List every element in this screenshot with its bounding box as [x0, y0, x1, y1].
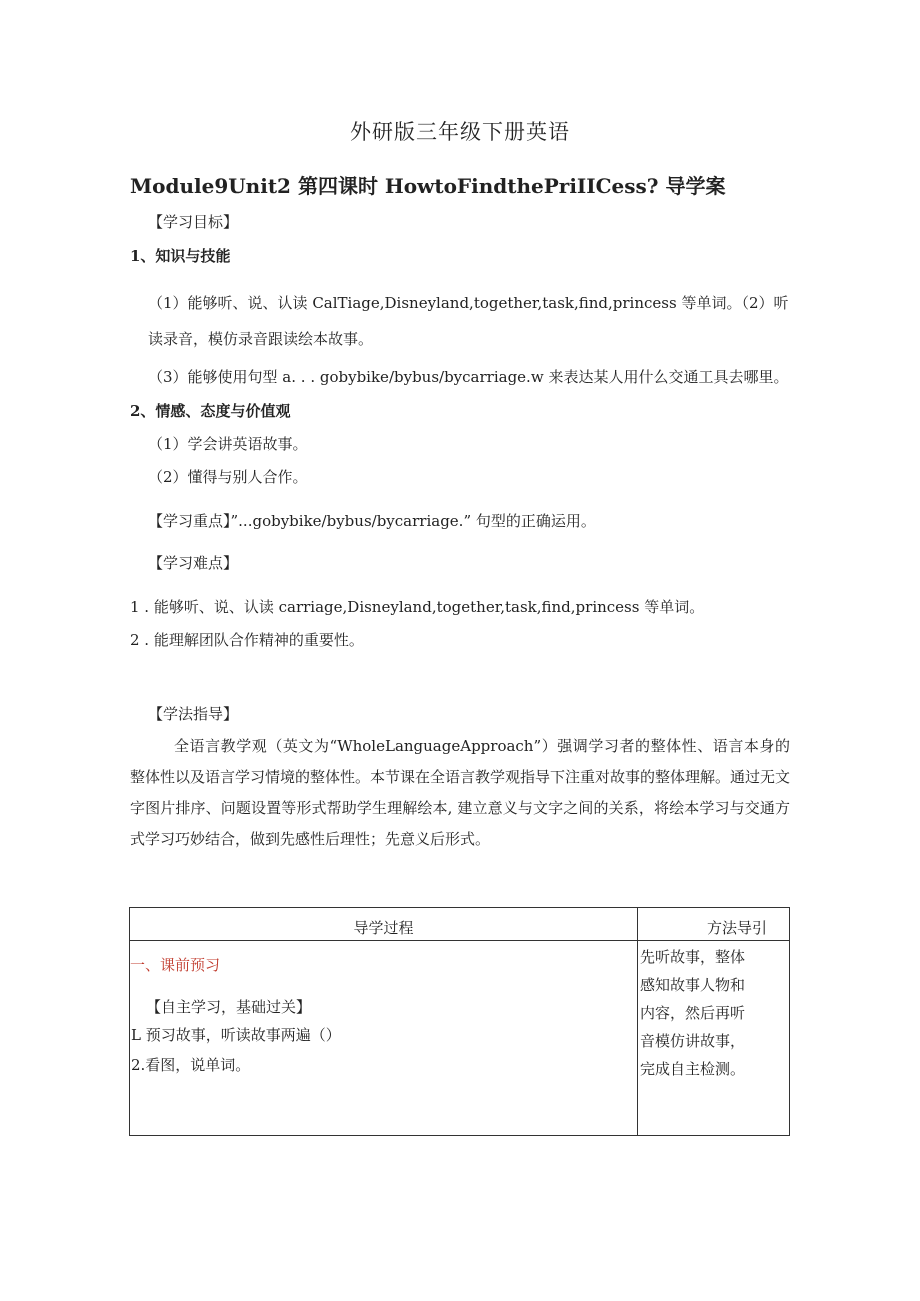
method-guide-line5: 完成自主检测。	[640, 1060, 746, 1078]
difficulty-item1: 1 . 能够听、说、认读 carriage,Disneyland,together,task,find,princess 等单词。	[130, 598, 705, 616]
guide-table	[129, 907, 790, 1136]
table-header-method: 方法导引	[638, 908, 790, 941]
difficulty-item2: 2 . 能理解团队合作精神的重要性。	[130, 631, 364, 649]
page-title: 外研版三年级下册英语	[350, 120, 570, 144]
difficulty-heading: 【学习难点】	[148, 554, 239, 572]
method-heading: 【学法指导】	[148, 705, 239, 723]
method-guide-cell	[638, 941, 790, 1136]
section1-heading: 1、知识与技能	[130, 247, 231, 265]
self-study-heading: 【自主学习，基础过关】	[146, 998, 312, 1016]
objective-item1-line1: （1）能够听、说、认读 CalTiage,Disneyland,together,task,find,princess 等单词。（2）听	[148, 294, 789, 312]
preview-section-title: 一、课前预习	[130, 956, 221, 974]
objectives-heading: 【学习目标】	[148, 213, 239, 231]
key-point: 【学习重点】”...gobybike/bybus/bycarriage.” 句型的正确运用。	[148, 512, 596, 530]
method-guide-line2: 感知故事人物和	[640, 976, 746, 994]
process-cell	[130, 941, 638, 1136]
method-guide-line4: 音模仿讲故事，	[640, 1032, 746, 1050]
section2-item2: （2）懂得与别人合作。	[148, 468, 308, 486]
preview-line2: 2.看图，说单词。	[131, 1056, 251, 1074]
method-guide-line1: 先听故事，整体	[640, 948, 746, 966]
section2-heading: 2、情感、态度与价值观	[130, 402, 291, 420]
method-guide-line3: 内容，然后再听	[640, 1004, 746, 1022]
objective-item1-line2: 读录音，模仿录音跟读绘本故事。	[148, 330, 374, 348]
table-header-process: 导学过程	[130, 908, 638, 941]
document-subtitle: Module9Unit2 第四课时 HowtoFindthePriIICess? 导学案	[130, 174, 726, 198]
section2-item1: （1）学会讲英语故事。	[148, 435, 308, 453]
method-paragraph: 全语言教学观（英文为“WholeLanguageApproach”）强调学习者的整体性、语言本身的整体性以及语言学习情境的整体性。本节课在全语言教学观指导下注重对故事的整体理解。通过无文字图片排序、问题设置等形式帮助学生理解绘本, 建立意义与文字之间的关系，将绘本学习与交通方式学习巧妙结合，做到先感性后理性；先意义后形式。	[130, 737, 791, 848]
objective-item3: （3）能够使用句型 a. . . gobybike/bybus/bycarriage.w 来表达某人用什么交通工具去哪里。	[148, 368, 789, 386]
preview-line1: L 预习故事，听读故事两遍（）	[131, 1026, 341, 1044]
